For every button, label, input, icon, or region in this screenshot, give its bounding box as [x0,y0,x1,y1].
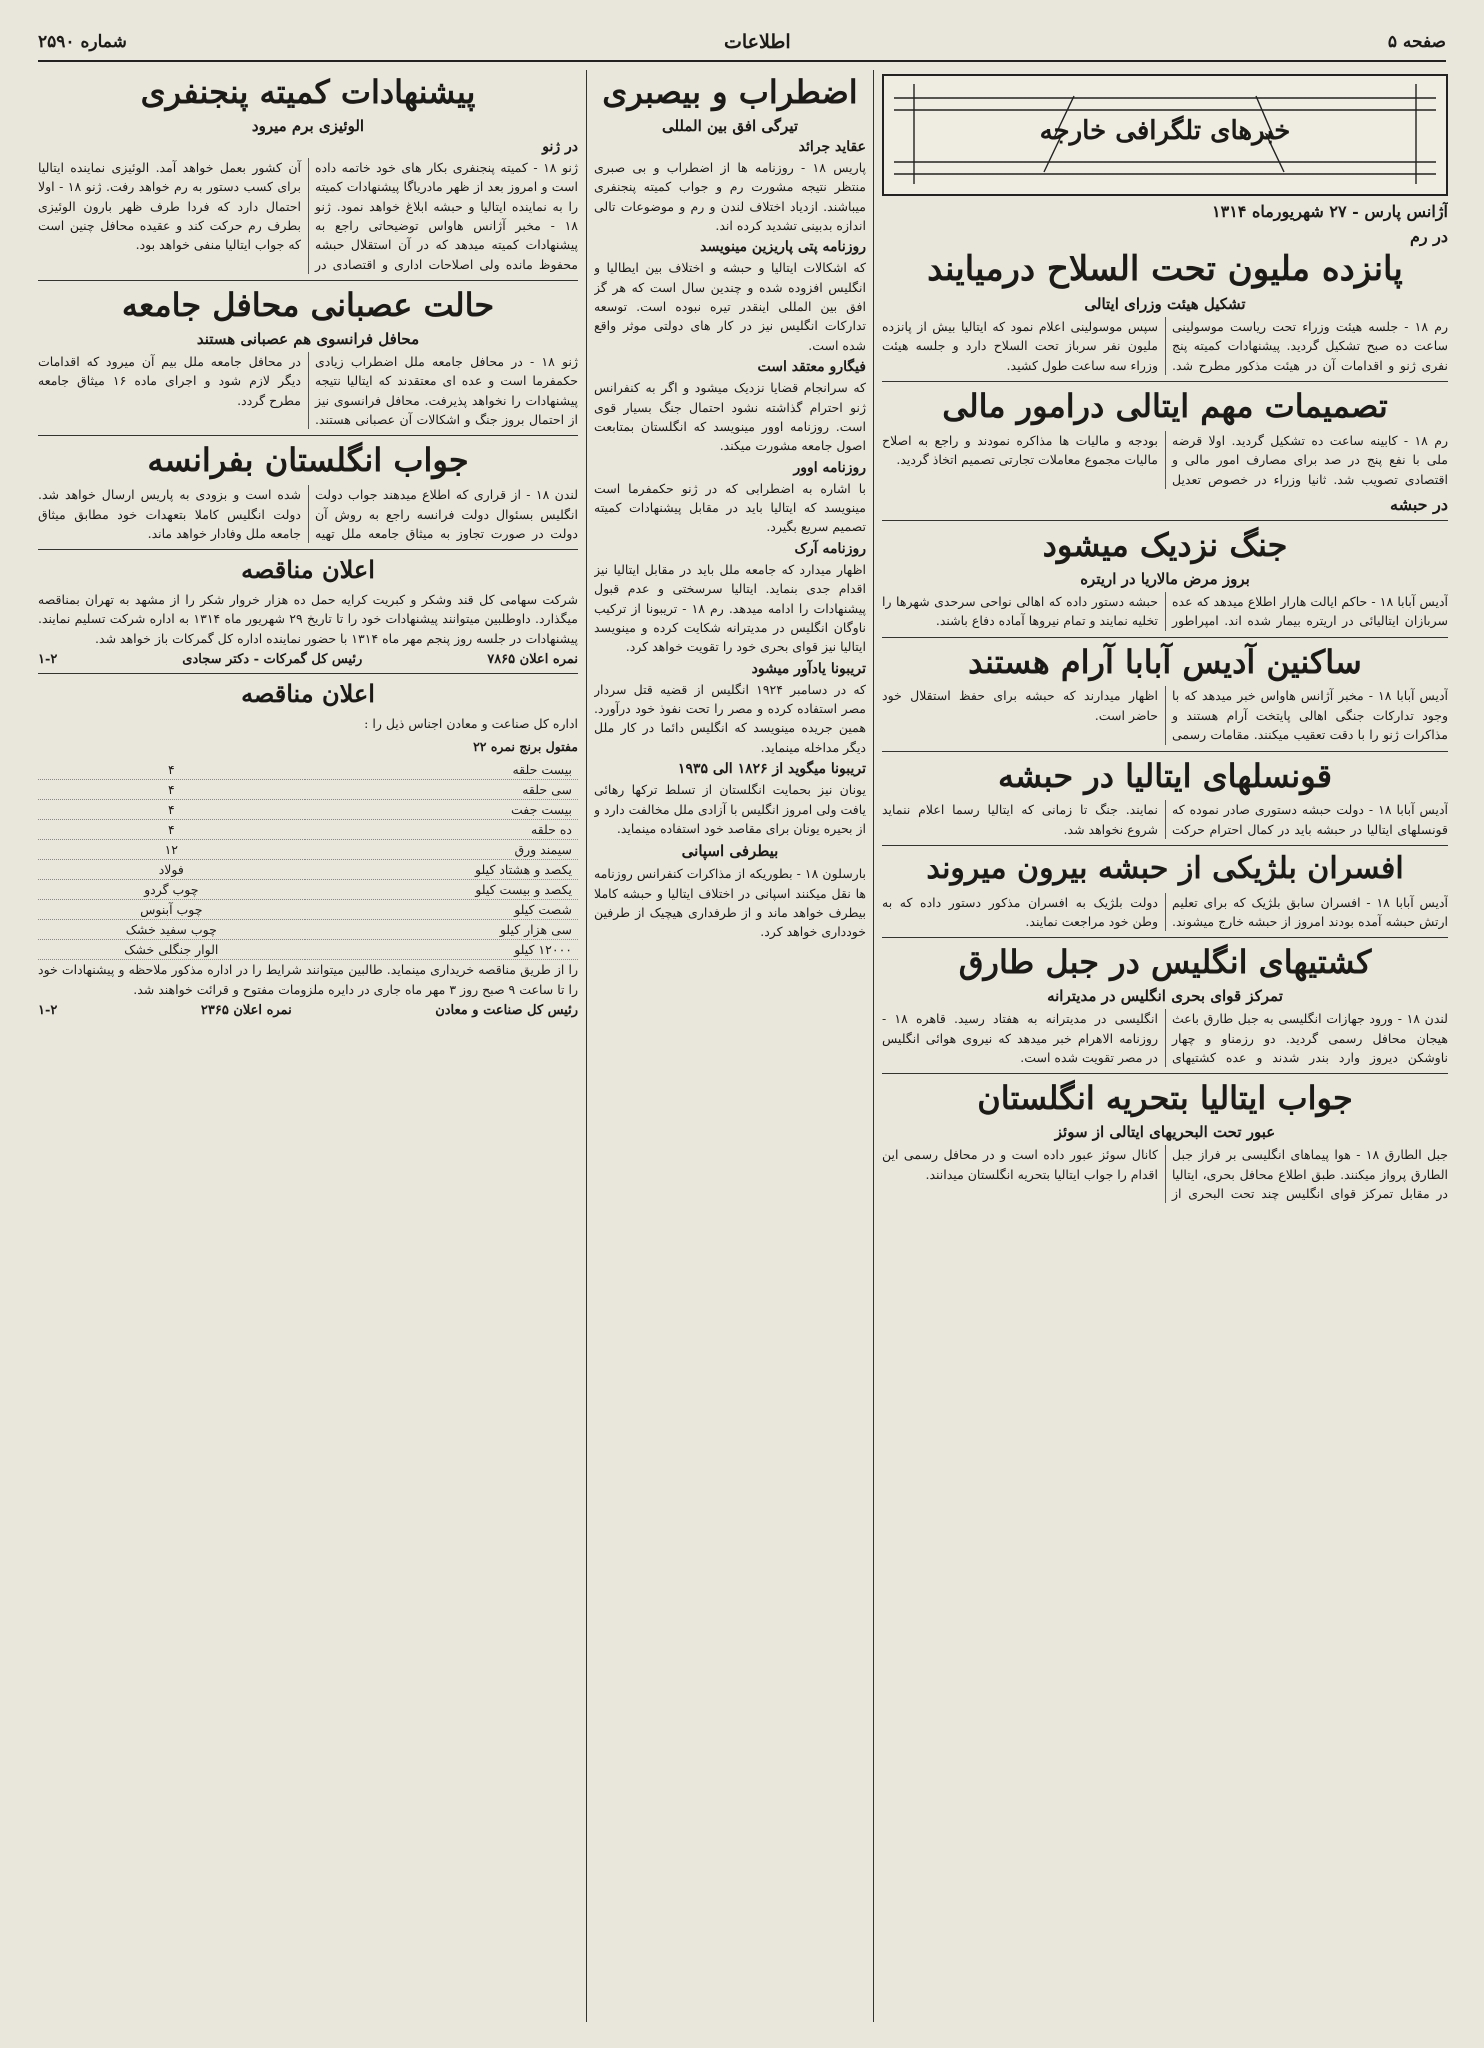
table-row [38,840,578,860]
table-row [38,900,578,920]
column-divider-left [586,70,587,2022]
headline-league-nervous: حالت عصبانی محافل جامعه [121,286,495,325]
item-name: سی هزار کیلو [305,920,578,940]
tender2-footer [38,1003,578,1018]
divider [38,280,578,281]
item-qty: فولاد [38,860,305,880]
subhead-figaro: فیگارو معتقد است [757,359,866,376]
tender2-intro: اداره کل صناعت و معادن اجناس ذیل را : [364,715,578,731]
headline-war-near: جنگ نزدیک میشود [1042,526,1288,565]
subhead-cabinet: تشکیل هیئت وزرای ایتالی [1084,295,1246,314]
article-tribuna-reminds: که در دسامبر ۱۹۲۴ انگلیس از قضیه قتل سردار مصر استفاده کرده و مصر را تحت نفوذ خود درآورد. همین جریده مینویسد که انگلیس دائما در کار ملل دیگر مداخله مینماید. [594,681,866,755]
page-number: صفحه ۵ [1387,32,1446,52]
item-name: بیست حلقه [305,760,578,780]
article-consuls: آدیس آبابا ۱۸ - دولت حبشه دستوری صادر نموده که قونسلهای ایتالیا در حبشه باید در کمال احترام حرکت نمایند. جنگ تا زمانی که ایتالیا رسما اعلام ننماید شروع نخواهد شد. [882,802,1448,837]
item-qty: ۴ [38,820,305,840]
headline-gibraltar-ships: کشتیهای انگلیس در جبل طارق [958,943,1372,982]
item-name: ۱۲۰۰۰ کیلو [305,940,578,960]
divider [882,637,1448,638]
subhead-oeuvre: روزنامه اوور [793,459,866,476]
divider [882,845,1448,846]
tender2-ad-number: نمره اعلان ۲۳۶۵ [200,1003,292,1019]
divider [882,381,1448,382]
tender2-signature: رئیس کل صناعت و معادن [435,1003,578,1019]
place-abyssinia: در حبشه [1390,495,1448,515]
article-financial-decisions: رم ۱۸ - کابینه ساعت ده تشکیل گردید. اولا قرضه ملی با نفع پنج در صد برای مصارف امور مالی و اقتصادی تصویب شد. ثانیا وزراء در خصوص تعدیل بودجه و مالیات ها مذاکره نمودند و راجع به اصلاح مالیات مجموع معاملات تجارتی تصمیم اتخاذ گردید. [882,433,1448,487]
left-column [38,70,578,2022]
headline-financial-decisions: تصمیمات مهم ایتالی درامور مالی [942,387,1388,426]
paper-name: اطلاعات [723,31,791,53]
subhead-arch: روزنامه آرک [794,540,866,557]
divider [882,1073,1448,1074]
item-qty: الوار جنگلی خشک [38,940,305,960]
article-league-nervous: ژنو ۱۸ - در محافل جامعه ملل اضطراب زیادی حکمفرما است و عده ای معتقدند که ایتالیا نتیجه پیشنهادات را نخواهد پذیرفت. محافل فرانسوی نیز از احتمال بروز جنگ و اشکالات آن عصبانی هستند. در محافل جامعه ملل بیم آن میرود که اقدامات دیگر لازم شود و اجرای ماده ۱۶ میثاق جامعه مطرح گردد. [38,353,578,427]
table-row [38,860,578,880]
subhead-press-views: عقاید جرائد [798,138,866,155]
subhead-malaria: بروز مرض مالاریا در اریتره [1080,569,1250,588]
middle-column [594,70,866,2022]
article-committee-proposals: ژنو ۱۸ - کمیته پنجنفری بکار های خود خاتمه داده است و امروز بعد از ظهر مادریاگا پیشنهادات کمیته را به نماینده ایتالیا و حبشه ابلاغ خواهد نمود. ژنو ۱۸ - مخبر آژانس هاواس توضیحاتی راجع به پیشنهادات کمیته میدهد که در آن استقلال حبشه محفوظ مانده ولی اصلاحات اداری و اقتصادی در آن کشور بعمل خواهد آمد. الوئیزی نماینده ایتالیا برای کسب دستور به رم خواهد رفت. ژنو ۱۸ - اولا احتمال دارد که فردا طرف ظهر بارون الوئیزی بطرف رم حرکت کند و عقیده محافل چنین است که جواب ایتالیا منفی خواهد بود. [38,159,578,272]
item-qty: ۴ [38,780,305,800]
divider [38,549,578,550]
tender1-ad-number: نمره اعلان ۷۸۶۵ [487,651,578,667]
table-row [38,780,578,800]
subhead-horizon: تیرگی افق بین المللی [661,116,799,135]
foreign-news-banner [882,74,1448,196]
tender2-header-item: مفتول برنج نمره ۲۲ [473,738,578,754]
article-figaro: که سرانجام قضایا نزدیک میشود و اگر به کنفرانس ژنو احترام گذاشته نشود احتمال جنگ بسیار قوی است. روزنامه اوور مینویسد که انگلستان بمتابعت اصول جامعه مشورت میکند. [594,380,866,454]
subhead-petit-parisien: روزنامه پتی پاریزین مینویسد [700,239,866,256]
place-geneva: در ژنو [542,138,578,155]
subhead-french-nervous: محافل فرانسوی هم عصبانی هستند [196,329,420,348]
article-war-near: آدیس آبابا ۱۸ - حاکم ایالت هارار اطلاع میدهد که عده سربازان ایتالیائی در اریتره بیمار شده اند. امپراطور حبشه دستور داده که اهالی نواحی سرحدی شهرها را تخلیه نمایند و تمام نیروها آماده دفاع باشند. [882,593,1448,629]
table-row [38,760,578,780]
tender1-title: اعلان مناقصه [241,555,375,585]
divider [38,673,578,674]
headline-fifteen-million: پانزده ملیون تحت السلاح درمیایند [927,249,1403,289]
article-arch: اظهار میدارد که جامعه ملل باید در مقابل ایتالیا نیز اقدام جدی بنماید. ایتالیا سرسختی و عدم قبول پیشنهادات را ادامه میدهد. رم ۱۸ - تریبونا از ترکیب ناوگان انگلیس در مدیترانه شکایت کرده و مینویسد ایتالیا نیز قوای بحری خود را تقویت خواهد کرد. [594,561,866,655]
headline-italy-reply: جواب ایتالیا بتحریه انگلستان [977,1079,1353,1118]
article-italy-reply: جبل الطارق ۱۸ - هوا پیماهای انگلیسی بر فراز جبل الطارق پرواز میکنند. طبق اطلاع محافل بحری، ایتالیا در مقابل تمرکز قوای انگلیس چند تحت البحری از کانال سوئز عبور داده است و در محافل رسمی این اقدام را جواب ایتالیا بتحریه انگلستان میدانند. [882,1147,1448,1201]
tender1-body: شرکت سهامی کل قند وشکر و کبریت کرایه حمل ده هزار خروار شکر را از مشهد به تهران بمناقصه میگذارد. داوطلبین میتوانند پیشنهادات خود را تا تاریخ ۲۹ شهریور ماه ۱۳۱۴ به اداره شرکت تسلیم نمایند. پیشنهادات در جلسه روز پنجم مهر ماه ۱۳۱۴ با حضور نماینده اداره کل گمرکات باز خواهد شد. [38,591,578,646]
agency-dateline: آژانس پارس - ۲۷ شهریورماه ۱۳۱۴ [1212,202,1448,221]
tender2-items-table [38,760,578,960]
tender2-body: را از طریق مناقصه خریداری مینماید. طالبین میتوانند شرایط را در اداره مذکور ملاحظه و پیشنهادات خود را تا ساعت ۹ صبح روز ۳ مهر ماه جاری در دایره ملزومات مفتوح و قرائت خواهند شد. [38,962,578,997]
subhead-tribuna-reminds: تریبونا یادآور میشود [751,660,866,677]
item-name: شصت کیلو [305,900,578,920]
subhead-spain-neutral: بیطرفی اسپانی [681,842,779,861]
item-name: ده حلقه [305,820,578,840]
article-addis-calm: آدیس آبابا ۱۸ - مخبر آژانس هاواس خبر میدهد که با وجود تدارکات جنگی اهالی پایتخت آرام هستند و مذاکرات ژنو را با دقت تعقیب میکنند. مقامات رسمی اظهار میدارند که حبشه برای حفظ استقلال خود حاضر است. [882,688,1448,743]
article-fifteen-million: رم ۱۸ - جلسه هیئت وزراء تحت ریاست موسولینی ساعت ده صبح تشکیل گردید. پیشنهادات کمیته پنج نفری ژنو و اقدامات آن در هیئت مذکور مطرح شد. سپس موسولینی اعلام نمود که ایتالیا بیش از پانزده ملیون نفر سرباز تحت السلاح دارد و جلسه هیئت وزراء سه ساعت طول کشید. [882,319,1448,373]
subhead-tribuna-greece: تریبونا میگوید از ۱۸۲۶ الی ۱۹۳۵ [677,761,866,778]
item-qty: چوب آبنوس [38,900,305,920]
headline-anxiety: اضطراب و بیصبری [602,73,858,111]
divider [882,937,1448,938]
article-anxiety: پاریس ۱۸ - روزنامه ها از اضطراب و بی صبری منتظر نتیجه مشورت رم و جواب کمیته پنجنفری میباشند. ازدیاد اختلاف لندن و رم و موضوعات تالی اندازه بدبینی تشدید کرده اند. [594,159,866,233]
table-row [38,880,578,900]
table-row [38,940,578,960]
tender2-title: اعلان مناقصه [241,678,375,708]
subhead-aloisi: الوئیزی برم میرود [251,116,365,135]
item-qty: چوب گردو [38,880,305,900]
column-divider-right [873,70,874,2022]
headline-addis-calm: ساکنین آدیس آبابا آرام هستند [968,642,1362,681]
place-rome: در رم [1409,227,1448,246]
headline-belgian-officers: افسران بلژیکی از حبشه بیرون میروند [926,851,1404,887]
item-qty: ۱۲ [38,840,305,860]
article-spain-neutral: بارسلون ۱۸ - بطوریکه از مذاکرات کنفرانس روزنامه ها نقل میکنند اسپانی در اختلاف ایتالیا و حبشه کاملا بیطرف خواهد ماند و از طرفداری هیچیک از طرفین خودداری خواهد کرد. [594,866,866,940]
item-name: یکصد و هشتاد کیلو [305,860,578,880]
item-name: یکصد و بیست کیلو [305,880,578,900]
divider [882,520,1448,521]
tender1-footer [38,652,578,667]
article-england-reply-france: لندن ۱۸ - از قراری که اطلاع میدهند جواب دولت انگلیس بسئوال دولت فرانسه راجع به روش آن دولت در صورت تجاوز به میثاق جامعه ملل تهیه شده است و بزودی به پاریس ارسال خواهد شد. دولت انگلیس کاملا بتعهدات خود مطابق میثاق جامعه ملل وفادار خواهد ماند. [38,487,578,541]
item-qty: ۴ [38,800,305,820]
article-petit-parisien: که اشکالات ایتالیا و حبشه و اختلاف بین ایطالیا و انگلیس افزوده شده و چندین سال است که هر گز افق بین المللی اینقدر تیره نبوده است. توسعه تدارکات انگلیس نیز در کار های دولتی موثر واقع شده است. [594,260,866,353]
table-row [38,920,578,940]
tender1-code: ۱-۲ [38,651,58,667]
right-column [882,70,1448,2022]
item-name: بیست جفت [305,800,578,820]
headline-england-reply-france: جواب انگلستان بفرانسه [147,441,469,480]
table-row [38,820,578,840]
masthead [38,24,1446,62]
subhead-suez: عبور تحت البحریهای ایتالی از سوئز [1054,1123,1276,1142]
article-oeuvre: با اشاره به اضطرابی که در ژنو حکمفرما است مینویسد که ایتالیا باید در مقابل پیشنهادات کمیته تصمیم سریع بگیرد. [594,480,866,535]
tender1-signature: رئیس کل گمرکات - دکتر سجادی [182,651,363,667]
article-tribuna-greece: یونان نیز بحمایت انگلستان از تسلط ترکها رهائی یافت ولی امروز انگلیس با آزادی ملل مخالفت دارد و از بحیره یونان برای مقاصد خود استفاده مینماید. [594,782,866,836]
article-gibraltar-ships: لندن ۱۸ - ورود جهازات انگلیسی به جبل طارق باعث هیجان محافل رسمی گردید. دو رزمناو و چهار ناوشکن دیروز وارد بندر شدند و عده کشتیهای انگلیسی در مدیترانه به هفتاد رسید. قاهره ۱۸ - روزنامه الاهرام خبر میدهد که نیروی هوائی انگلیس در مصر تقویت شده است. [882,1011,1448,1065]
headline-committee-proposals: پیشنهادات کمیته پنجنفری [140,73,476,111]
foreign-news-title: خبرهای تلگرافی خارجه [1039,116,1291,146]
table-row [38,800,578,820]
item-name: سی حلقه [305,780,578,800]
headline-consuls: قونسلهای ایتالیا در حبشه [997,756,1333,795]
divider [882,751,1448,752]
issue-number: شماره ۲۵۹۰ [38,32,127,52]
item-name: سیمند ورق [305,840,578,860]
tender2-code: ۱-۲ [38,1003,58,1019]
item-qty: چوب سفید خشک [38,920,305,940]
item-qty: ۴ [38,760,305,780]
article-belgian-officers: آدیس آبابا ۱۸ - افسران سابق بلژیک که برای تعلیم ارتش حبشه آمده بودند امروز از حبشه خارج میشوند. دولت بلژیک به افسران مذکور دستور داده که به وطن خود مراجعت نمایند. [882,894,1448,930]
subhead-mediterranean: تمرکز قوای بحری انگلیس در مدیترانه [1047,987,1283,1006]
divider [38,435,578,436]
